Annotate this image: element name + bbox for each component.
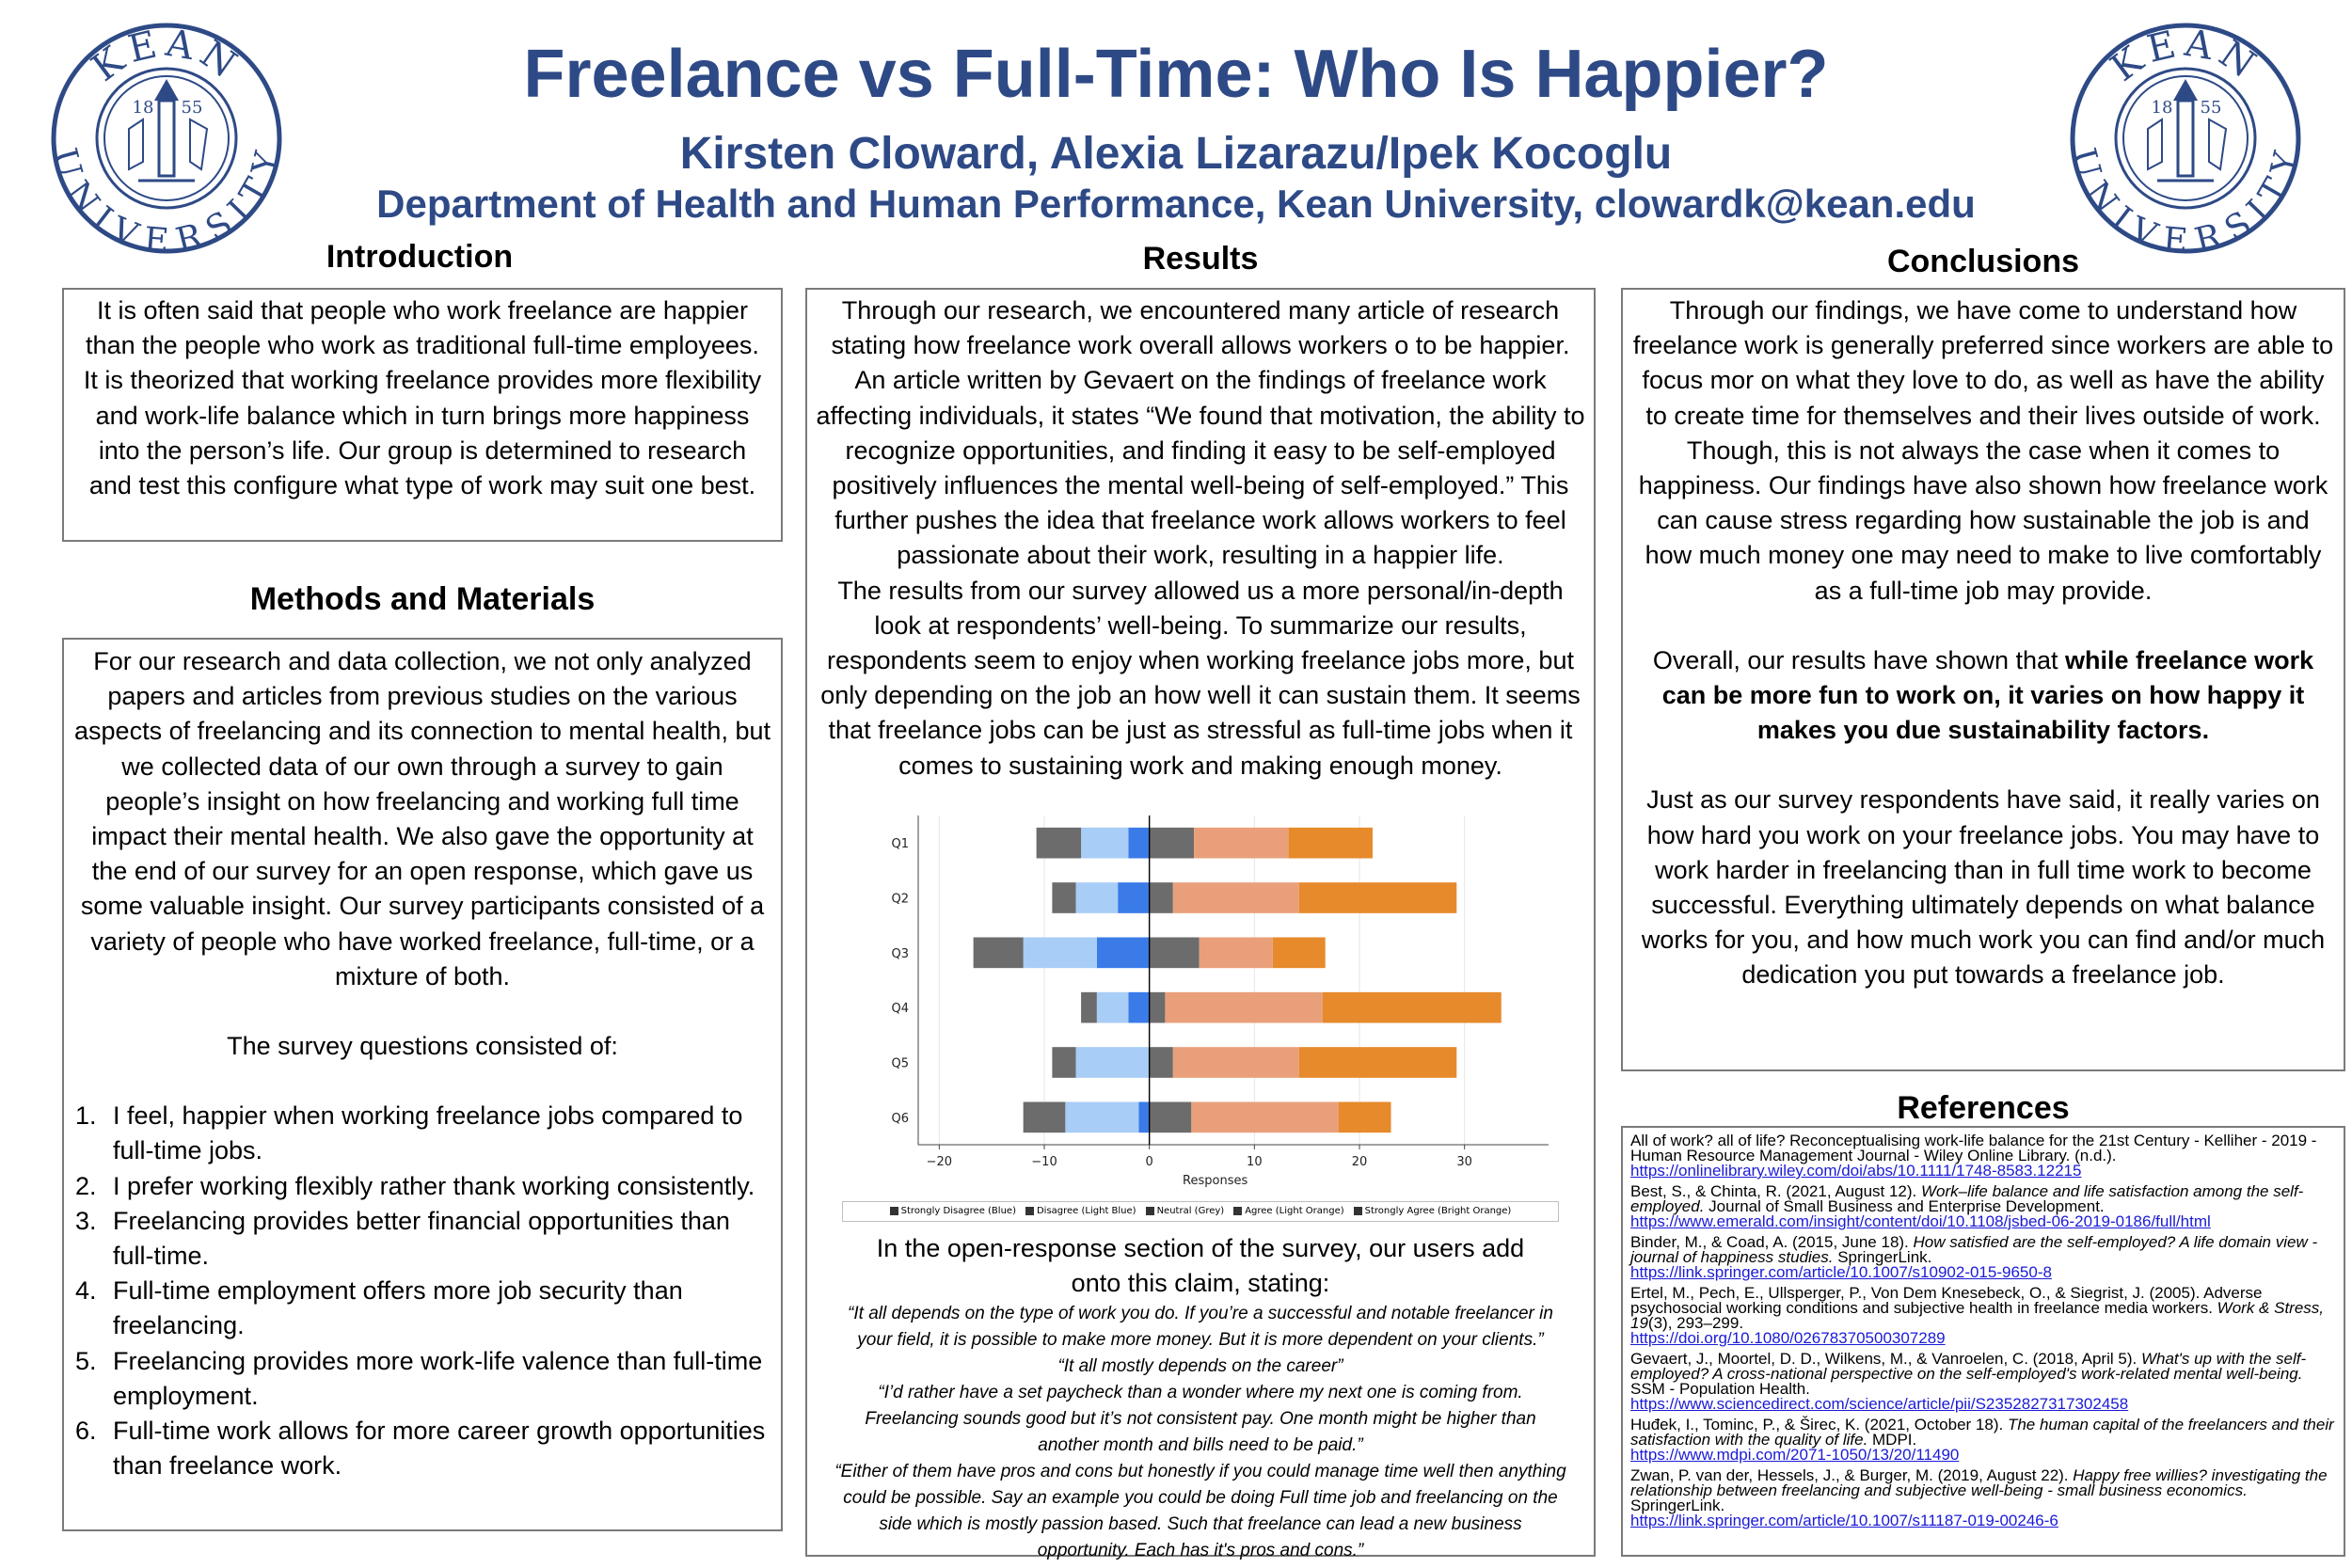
y-tick-label: Q6 (891, 1111, 909, 1126)
y-tick-label: Q3 (891, 946, 909, 961)
bar-strongly-disagree (1139, 1101, 1150, 1132)
y-tick-label: Q2 (891, 892, 909, 907)
conclusions-paragraph-2: Though, this is not always the case when it comes to happiness. Our findings have also shown how freelance work can cause stress regarding how sustainable the job is and how much money one may need to make to live comfortably as a full-time job may provide. (1638, 436, 2328, 605)
bar-neutral-right (1150, 992, 1166, 1023)
references-box (1621, 1126, 2345, 1557)
reference-link[interactable]: https://doi.org/10.1080/02678370500307289 (1630, 1329, 1946, 1347)
bar-strongly-agree (1323, 992, 1502, 1023)
reference-item: Binder, M., & Coad, A. (2015, June 18). How satisfied are the self-employed? A life domain view - journal of happiness studies. SpringerLink. https://link.springer.com/article/10.1007/s10902-015-9650-8 (1630, 1233, 2318, 1281)
conclusions-paragraph-3: Overall, our results have shown that while freelance work can be more fun to work on, it varies on how happy it makes you due sustainability factors. (1652, 645, 2314, 745)
reference-item: All of work? all of life? Reconceptualising work-life balance for the 21st Century - Kelliher - 2019 - Human Resource Management Journal - Wiley Online Library. (n.d.). https://onlinelibrary.wiley.com/doi/abs/10.1111/1748-8583.12215 (1630, 1132, 2317, 1180)
logo-year-right: 55 (181, 98, 203, 118)
poster-title: Freelance vs Full-Time: Who Is Happier? (523, 37, 1829, 112)
x-tick-label: 0 (1145, 1154, 1153, 1169)
results-box (805, 288, 1596, 1561)
introduction-heading: Introduction (326, 239, 514, 275)
poster-authors: Kirsten Cloward, Alexia Lizarazu/Ipek Kocoglu (679, 129, 1673, 179)
methods-text: For our research and data collection, we not only analyzed papers and articles from previous studies on the various aspects of freelancing and its connection to mental health, but we collected data of our own through a survey to gain people’s insight on how freelancing and working full time impact their mental health. We also gave the opportunity at the end of our survey for an open response, which gave us some valuable insight. Our survey participants consisted of a variety of people who have worked freelance, full-time, or a mixture of both. (74, 647, 771, 990)
bar-strongly-disagree (1118, 882, 1150, 913)
logo-text-bottom: UNIVERSITY (2068, 144, 2303, 256)
reference-link[interactable]: https://www.sciencedirect.com/science/article/pii/S2352827317302458 (1630, 1395, 2129, 1413)
legend-item (890, 1206, 1016, 1216)
bar-neutral-left (1052, 882, 1075, 913)
likert-chart-svg (815, 797, 1588, 1201)
logo-text-bottom: UNIVERSITY (49, 144, 284, 256)
methods-heading: Methods and Materials (249, 581, 596, 617)
bar-neutral-right (1150, 882, 1173, 913)
x-tick-label: −20 (926, 1154, 953, 1169)
survey-questions-intro: The survey questions consisted of: (227, 1032, 618, 1061)
bar-neutral-left (1024, 1101, 1066, 1132)
reference-link[interactable]: https://link.springer.com/article/10.1007/s11187-019-00246-6 (1630, 1512, 2058, 1529)
introduction-box (62, 288, 783, 542)
bar-agree (1200, 937, 1273, 968)
y-tick-label: Q5 (891, 1056, 909, 1071)
bar-disagree (1081, 828, 1128, 859)
logo-text-top: KEAN (84, 21, 249, 90)
reference-item: Zwan, P. van der, Hessels, J., & Burger, M. (2019, August 22). Happy free willies? investigating the relationship between freelancing and subjective well-being - small business economics. SpringerLink. https://link.springer.com/article/10.1007/s11187-019-00246-6 (1630, 1466, 2328, 1529)
bar-strongly-disagree (1128, 828, 1149, 859)
reference-item: Huđek, I., Tominc, P., & Širec, K. (2021, October 18). The human capital of the freelancers and their satisfaction with the quality of life. MDPI. https://www.mdpi.com/2071-1050/13/20/11490 (1630, 1416, 2334, 1464)
bar-neutral-left (974, 937, 1024, 968)
results-chart (815, 797, 1586, 1201)
legend-swatch (1354, 1207, 1362, 1215)
legend-swatch (1025, 1207, 1034, 1215)
x-tick-label: 10 (1247, 1154, 1263, 1169)
legend-swatch (890, 1207, 898, 1215)
quote-1: “It all depends on the type of work you do. If you’re a successful and notable freelancer in your field, it is possible to make more money. But it is more dependent on your clients.” (848, 1304, 1553, 1351)
legend-label: Strongly Agree (Bright Orange) (1364, 1206, 1512, 1217)
y-tick-label: Q1 (891, 837, 909, 852)
survey-question: 2. I prefer working flexibly rather thank working consistently. (75, 1171, 755, 1200)
bar-strongly-disagree (1097, 937, 1150, 968)
logo-year-left: 18 (2151, 98, 2173, 118)
bar-agree (1173, 1047, 1299, 1078)
quote-2: “It all mostly depends on the career” (1057, 1356, 1343, 1377)
chart-legend (842, 1201, 1559, 1222)
bar-strongly-agree (1339, 1101, 1391, 1132)
bar-neutral-right (1150, 1047, 1173, 1078)
x-axis-label: Responses (1183, 1173, 1248, 1188)
conclusions-key-finding: while freelance work can be more fun to work on, it varies on how happy it makes you due sustainability factors. (1661, 645, 2314, 745)
legend-swatch (1233, 1207, 1242, 1215)
poster-department: Department of Health and Human Performance, Kean University, clowardk@kean.edu (376, 182, 1976, 226)
survey-questions-list (72, 1099, 773, 1483)
logo-text-top: KEAN (2103, 21, 2268, 90)
y-tick-label: Q4 (891, 1002, 909, 1017)
open-response-intro: In the open-response section of the survey, our users add onto this claim, stating: (876, 1233, 1525, 1298)
quote-3: “I’d rather have a set paycheck than a wonder where my next one is coming from. Freelancing sounds good but it’s not consistent pay. One month might be higher than another month and bills need to be paid.” (865, 1383, 1536, 1456)
survey-question: 4. Full-time employment offers more job security than freelancing. (75, 1276, 683, 1340)
bar-neutral-right (1150, 1101, 1192, 1132)
bar-strongly-agree (1289, 828, 1373, 859)
x-tick-label: 30 (1456, 1154, 1472, 1169)
survey-question: 6. Full-time work allows for more career growth opportunities than freelance work. (75, 1417, 766, 1481)
legend-swatch (1146, 1207, 1154, 1215)
bar-strongly-agree (1299, 1047, 1457, 1078)
bar-disagree (1024, 937, 1097, 968)
bar-disagree (1076, 882, 1119, 913)
legend-label: Neutral (Grey) (1156, 1206, 1225, 1217)
reference-link[interactable]: https://www.emerald.com/insight/content/doi/10.1108/jsbed-06-2019-0186/full/html (1630, 1212, 2211, 1230)
bar-strongly-agree (1299, 882, 1457, 913)
bar-strongly-disagree (1128, 992, 1149, 1023)
quote-4: “Either of them have pros and cons but honestly if you could manage time well then anything could be possible. Say an example you could be doing Full time job and freelancing on the side which is mostly passion based. Such that freelance can lead a new business opportunity. Each has it's pros and cons.” (834, 1462, 1566, 1561)
legend-item (1233, 1206, 1343, 1216)
bar-agree (1173, 882, 1299, 913)
conclusions-paragraph-1: Through our findings, we have come to understand how freelance work is generally preferred since workers are able to focus mor on what they love to do, as well as have the ability to create time for themselves and their lives outside of work. (1632, 296, 2334, 430)
introduction-text: It is often said that people who work freelance are happier than the people who work as traditional full-time employees. It is theorized that working freelance provides more flexibility and work-life balance which in turn brings more happiness into the person’s life. Our group is determined to research and test this configure what type of work may suit one best. (83, 296, 762, 500)
survey-question: 3. Freelancing provides better financial opportunities than full-time. (75, 1206, 730, 1271)
bar-neutral-left (1081, 992, 1097, 1023)
legend-item (1025, 1206, 1136, 1216)
conclusions-box (1621, 288, 2345, 1071)
bar-neutral-right (1150, 937, 1200, 968)
reference-item: Best, S., & Chinta, R. (2021, August 12). Work–life balance and life satisfaction among the self-employed. Journal of Small Business and Enterprise Development. https://www.emerald.com/insight/content/doi/10.1108/jsbed-06-2019-0186/full/html (1630, 1182, 2304, 1230)
bar-disagree (1076, 1047, 1150, 1078)
survey-question: 1. I feel, happier when working freelance jobs compared to full-time jobs. (75, 1101, 743, 1165)
reference-link[interactable]: https://onlinelibrary.wiley.com/doi/abs/10.1111/1748-8583.12215 (1630, 1162, 2082, 1180)
bar-neutral-left (1037, 828, 1081, 859)
bar-disagree (1097, 992, 1129, 1023)
legend-label: Agree (Light Orange) (1245, 1206, 1344, 1217)
bar-neutral-right (1150, 828, 1194, 859)
bar-neutral-left (1052, 1047, 1075, 1078)
bar-disagree (1065, 1101, 1138, 1132)
references-heading: References (1897, 1090, 2070, 1126)
survey-question: 5. Freelancing provides more work-life valence than full-time employment. (75, 1346, 763, 1410)
legend-item (1354, 1206, 1512, 1216)
results-paragraph-2: The results from our survey allowed us a more personal/in-depth look at respondents’ well-being. To summarize our results, respondents seem to enjoy when working freelance jobs more, but only depending on the job an how well it can sustain them. It seems that freelance jobs can be just as stressful as full-time jobs when it comes to sustaining work and making enough money. (820, 576, 1581, 780)
x-tick-label: −10 (1031, 1154, 1057, 1169)
legend-label: Strongly Disagree (Blue) (900, 1206, 1016, 1217)
legend-item (1146, 1206, 1225, 1216)
open-response-quotes (815, 1301, 1586, 1564)
methods-box (62, 638, 783, 1531)
logo-year-left: 18 (132, 98, 154, 118)
reference-item: Gevaert, J., Moortel, D. D., Wilkens, M., & Vanroelen, C. (2018, April 5). What's up with the self-employed? A cross-national perspective on the self-employed's work-related mental well-being. SSM - Population Health. https://www.sciencedirect.com/science/article/pii/S2352827317302458 (1630, 1350, 2307, 1413)
bar-agree (1191, 1101, 1338, 1132)
results-heading: Results (1142, 241, 1259, 277)
logo-year-right: 55 (2200, 98, 2222, 118)
results-paragraph-1: Through our research, we encountered many article of research stating how freelance work overall allows workers o to be happier. An article written by Gevaert on the findings of freelance work affecting individuals, it states “We found that motivation, the ability to recognize opportunities, and finding it easy to be self-employed positively influences the mental well-being of self-employed.” This further pushes the idea that freelance work allows workers to feel passionate about their work, resulting in a happier life. (816, 296, 1585, 570)
bar-agree (1165, 992, 1323, 1023)
bar-strongly-agree (1273, 937, 1326, 968)
reference-link[interactable]: https://www.mdpi.com/2071-1050/13/20/11490 (1630, 1446, 1960, 1464)
x-tick-label: 20 (1351, 1154, 1368, 1169)
conclusions-heading: Conclusions (1886, 244, 2080, 279)
reference-link[interactable]: https://link.springer.com/article/10.1007/s10902-015-9650-8 (1630, 1263, 2052, 1281)
reference-item: Ertel, M., Pech, E., Ullsperger, P., Von Dem Knesebeck, O., & Siegrist, J. (2005). Adverse psychosocial working conditions and subjective health in freelance media workers. Work & Stress, 19(3), 293–299. https://doi.org/10.1080/02678370500307289 (1630, 1284, 2325, 1347)
legend-label: Disagree (Light Blue) (1036, 1206, 1136, 1217)
bar-agree (1194, 828, 1289, 859)
conclusions-paragraph-4: Just as our survey respondents have said, it really varies on how hard you work on your freelance jobs. You may have to work harder in freelancing than in full time work to become successful. Everything ultimately depends on what balance works for you, and how much work you can find and/or much dedication you put towards a freelance job. (1641, 785, 2326, 990)
